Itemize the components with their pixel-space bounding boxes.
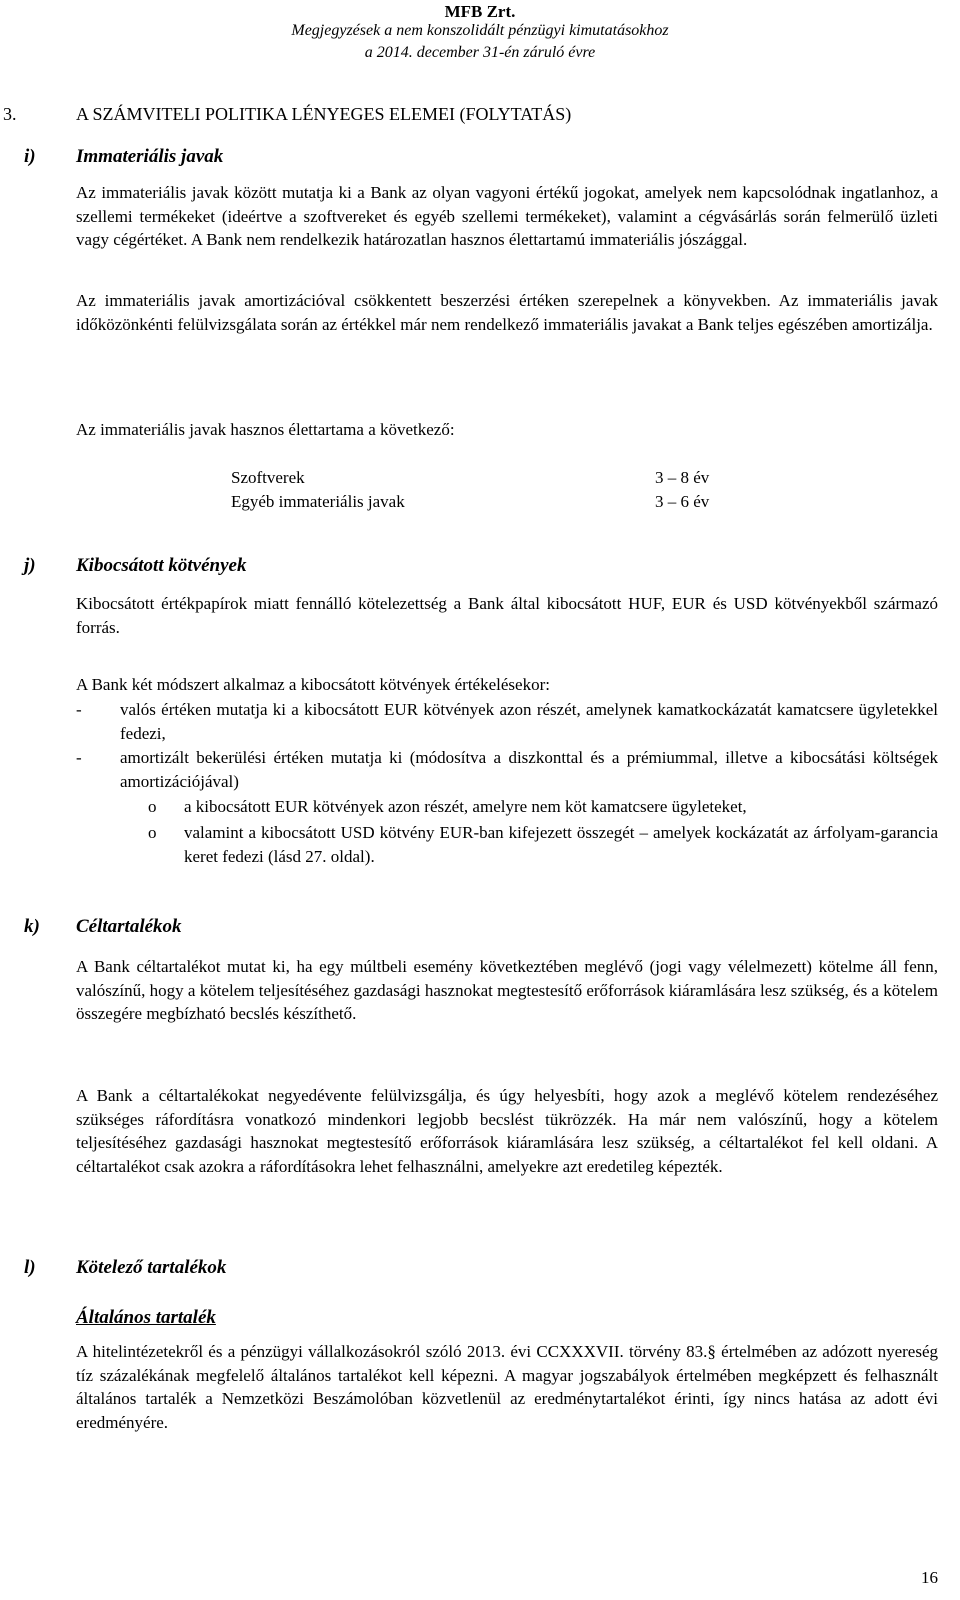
paragraph: Az immateriális javak hasznos élettartama a következő: <box>76 420 455 439</box>
list-item-text: a kibocsátott EUR kötvények azon részét, amelyre nem köt kamatcsere ügyleteket, <box>184 797 747 816</box>
bullet-circle: o <box>148 797 157 816</box>
subsection-title: Kötelező tartalékok <box>76 1257 227 1278</box>
paragraph: Kibocsátott értékpapírok miatt fennálló kötelezettség a Bank által kibocsátott HUF, EUR és USD kötvényekből származó forrás. <box>76 594 938 637</box>
page-number: 16 <box>921 1568 938 1587</box>
paragraph: Az immateriális javak amortizációval csökkentett beszerzési értéken szerepelnek a könyvekben. Az immateriális javak időközönkénti felülvizsgálata során az értékkel már nem rendelkező immateriális javakat a Bank teljes egészében amortizálja. <box>76 291 938 334</box>
header-subtitle: Megjegyzések a nem konszolidált pénzügyi kimutatásokhoz <box>291 22 669 39</box>
paragraph: Az immateriális javak között mutatja ki a Bank az olyan vagyoni értékű jogokat, amelyek nem kapcsolódnak ingatlanhoz, a szellemi termékeket (ideértve a szoftvereket és egyéb szellemi termékeket), valamint a cégvásárlás során felmerülő üzleti vagy cégértéket. A Bank nem rendelkezik határozatlan hasznos élettartamú immateriális jószággal. <box>76 183 938 249</box>
asset-type: Egyéb immateriális javak <box>231 492 405 511</box>
bullet-dash: - <box>76 700 82 719</box>
paragraph: A Bank a céltartalékokat negyedévente felülvizsgálja, és úgy helyesbíti, hogy azok a meglévő kötelem rendezéséhez szükséges ráfordításra vonatkozó mindenkori legjobb becslést tükrözzék. Ha már nem valószínű, hogy a kötelem teljesítéséhez gazdasági hasznokat megtestesítő erőforrások kiáramlására lesz szükség, a céltartalékot fel kell oldani. A céltartalékot csak azokra a ráfordításokra lehet felhasználni, amelyekre azt eredetileg képezték. <box>76 1086 938 1176</box>
paragraph: A hitelintézetekről és a pénzügyi vállalkozásokról szóló 2013. évi CCXXXVII. törvény 83.§ értelmében az adózott nyereség tíz százalékának megfelelő általános tartalékot kell képezni. A magyar jogszabályok értelmében megképzett és felhasznált általános tartalék a Nemzetközi Beszámolóban közvetlenül az eredménytartalékot érinti, így nincs hatása az adott évi eredményére. <box>76 1342 938 1432</box>
section-number: 3. <box>3 104 17 124</box>
subsection-title: Immateriális javak <box>76 146 224 167</box>
paragraph: A Bank céltartalékot mutat ki, ha egy múltbeli esemény következtében meglévő (jogi vagy vélelmezett) kötelme áll fenn, valószínű, hogy a kötelem teljesítéséhez gazdasági hasznokat megtestesítő erőforrások kiáramlására lesz szükség, és a kötelem összegére megbízható becslés készíthető. <box>76 957 938 1023</box>
section-title: A SZÁMVITELI POLITIKA LÉNYEGES ELEMEI (FOLYTATÁS) <box>76 104 572 124</box>
useful-life-value: 3 – 8 év <box>655 468 710 487</box>
asset-type: Szoftverek <box>231 468 305 487</box>
useful-life-value: 3 – 6 év <box>655 492 710 511</box>
bullet-dash: - <box>76 748 82 767</box>
subsection-letter: l) <box>24 1257 36 1278</box>
subsection-title: Kibocsátott kötvények <box>76 555 247 576</box>
bullet-circle: o <box>148 823 157 842</box>
useful-life-row <box>231 490 751 514</box>
subsection-letter: j) <box>24 555 36 576</box>
header-period: a 2014. december 31-én záruló évre <box>364 44 596 61</box>
useful-life-table <box>231 466 751 514</box>
list-item-text: valós értéken mutatja ki a kibocsátott EUR kötvények azon részét, amelynek kamatkockázatát kamatcsere ügyletekkel fedezi, <box>120 700 938 743</box>
header-company: MFB Zrt. <box>444 2 516 21</box>
general-reserve-heading: Általános tartalék <box>76 1307 216 1328</box>
subsection-letter: i) <box>24 146 36 167</box>
subsection-title: Céltartalékok <box>76 916 182 937</box>
paragraph: A Bank két módszert alkalmaz a kibocsátott kötvények értékelésekor: <box>76 675 550 694</box>
useful-life-row <box>231 466 751 490</box>
list-item-text: valamint a kibocsátott USD kötvény EUR-ban kifejezett összegét – amelyek kockázatát az árfolyam-garancia keret fedezi (lásd 27. oldal). <box>184 823 938 866</box>
list-item-text: amortizált bekerülési értéken mutatja ki (módosítva a diszkonttal és a prémiummal, illetve a kibocsátási költségek amortizációjával) <box>120 748 938 791</box>
subsection-letter: k) <box>24 916 40 937</box>
